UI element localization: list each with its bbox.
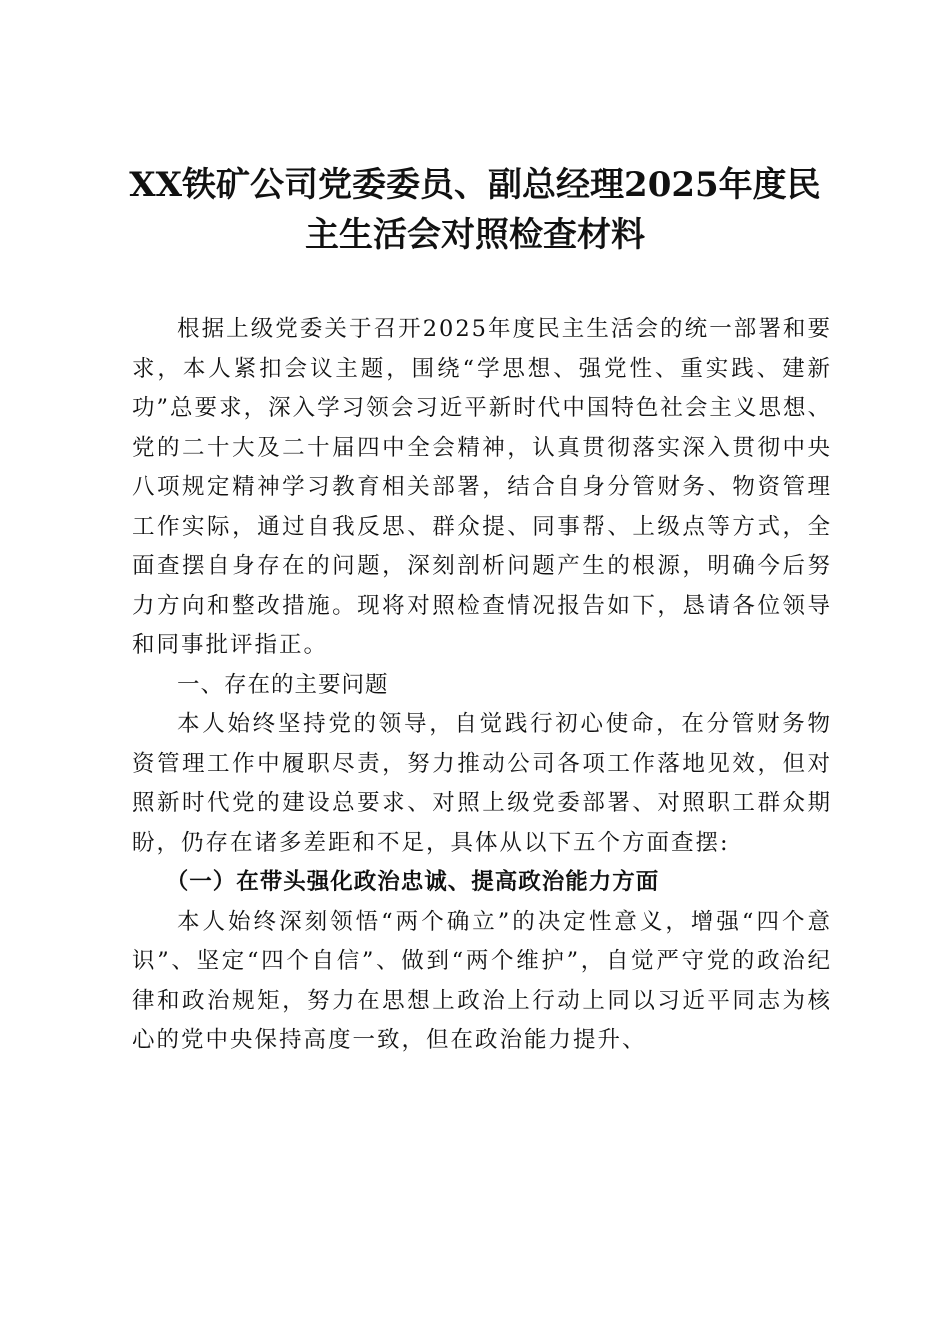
document-title [100, 160, 850, 260]
document-body [132, 310, 832, 1061]
subsection-1-paragraph: 本人始终深刻领悟“两个确立”的决定性意义，增强“四个意识”、坚定“四个自信”、做到“两个维护”，自觉严守党的政治纪律和政治规矩，努力在思想上政治上行动上同以习近平同志为核心的党中央保持高度一致，但在政治能力提升、 [132, 908, 832, 1053]
section-heading-1: 一、存在的主要问题 [177, 671, 389, 698]
section-1-paragraph: 本人始终坚持党的领导，自觉践行初心使命，在分管财务物资管理工作中履职尽责，努力推动公司各项工作落地见效，但对照新时代党的建设总要求、对照上级党委部署、对照职工群众期盼，仍存在诸多差距和不足，具体从以下五个方面查摆: [132, 711, 832, 856]
subsection-heading-1: （一）在带头强化政治忠诚、提高政治能力方面 [165, 869, 660, 895]
title-line-1: XX铁矿公司党委委员、副总经理2025年度民 [129, 165, 821, 205]
intro-paragraph: 根据上级党委关于召开2025年度民主生活会的统一部署和要求，本人紧扣会议主题，围绕“学思想、强党性、重实践、建新功”总要求，深入学习领会习近平新时代中国特色社会主义思想、党的二十大及二十届四中全会精神，认真贯彻落实深入贯彻中央八项规定精神学习教育相关部署，结合自身分管财务、物资管理工作实际，通过自我反思、群众提、同事帮、上级点等方式，全面查摆自身存在的问题，深刻剖析问题产生的根源，明确今后努力方向和整改措施。现将对照检查情况报告如下，恳请各位领导和同事批评指正。 [132, 316, 832, 658]
title-line-2: 主生活会对照检查材料 [305, 215, 645, 255]
